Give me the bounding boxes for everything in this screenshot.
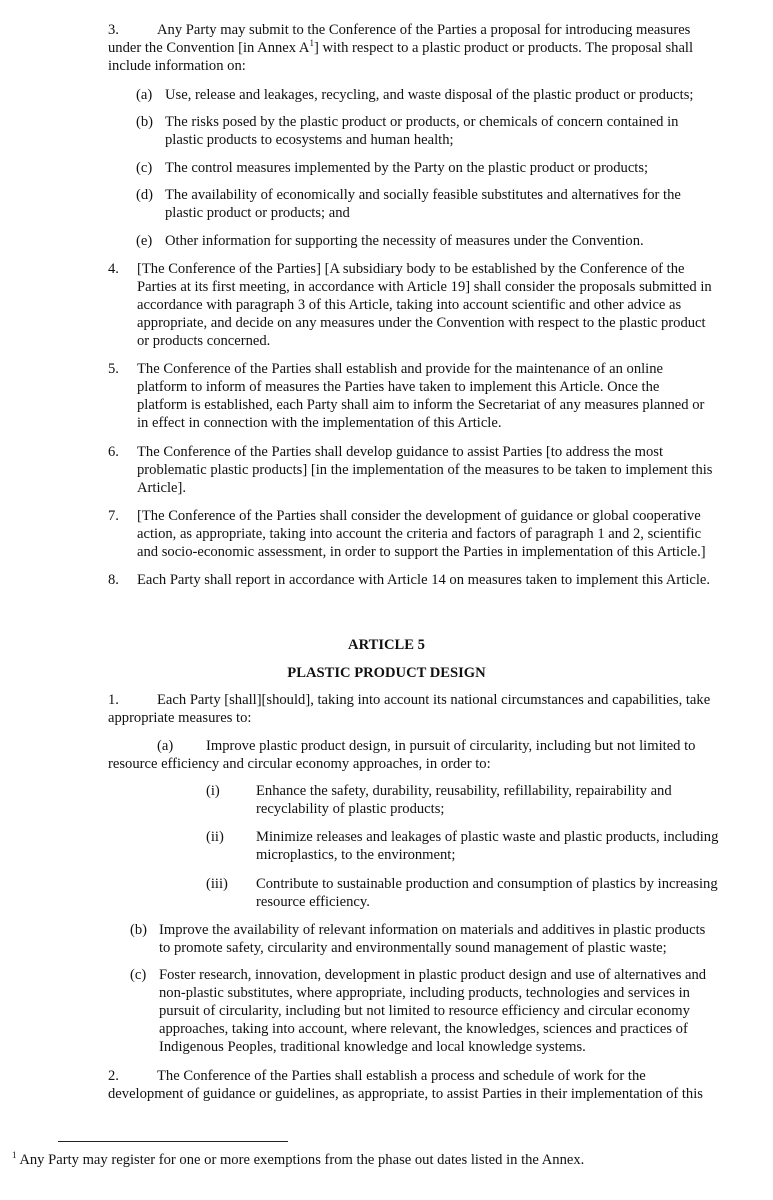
subitem-text: Minimize releases and leakages of plastic waste and plastic products, including microplastics, to the environment;	[256, 829, 719, 863]
paragraph-text: development of guidance or guidelines, as appropriate, to assist Parties in their implementation of this	[108, 1086, 703, 1102]
footnote-separator	[58, 1141, 288, 1142]
subitem-label: (i)	[206, 783, 220, 799]
paragraph-number: 2.	[108, 1068, 119, 1084]
paragraph-text: [The Conference of the Parties] [A subsidiary body to be established by the Conference of the Parties at its first meeting, in accordance with Article 19] shall consider the proposals submitted in accordance with paragraph 3 of this Article, taking into account scientific and other advice as appropriate, and decide on any measures under the Convention with respect to the plastic product or products concerned.	[137, 261, 712, 349]
item-text: Improve plastic product design, in pursuit of circularity, including but not limited to	[206, 738, 696, 754]
paragraph-text: The Conference of the Parties shall establish and provide for the maintenance of an online platform to inform of measures the Parties have taken to implement this Article. Once the platform is established, each Party shall aim to inform the Secretariat of any measures planned or in effect in connection with the implementation of this Article.	[137, 361, 705, 431]
item-label: (a)	[136, 87, 153, 103]
paragraph-text: Any Party may submit to the Conference of the Parties a proposal for introducing measures	[157, 22, 691, 38]
footnote-mark: 1	[12, 1150, 17, 1160]
item-text: The control measures implemented by the Party on the plastic product or products;	[165, 160, 649, 176]
item-text: Foster research, innovation, development in plastic product design and use of alternatives and non-plastic substitutes, where appropriate, including products, technologies and services in pursuit of circularity, including but not limited to resource efficiency and circular economy approaches, taking into account, where relevant, the knowledges, sciences and practices of Indigenous Peoples, traditional knowledge and local knowledge systems.	[159, 967, 707, 1055]
footnote-reference: 1	[309, 38, 314, 48]
item-label: (a)	[157, 738, 174, 754]
item-label: (e)	[136, 233, 153, 249]
item-text: Use, release and leakages, recycling, and waste disposal of the plastic product or products;	[165, 87, 694, 103]
paragraph-number: 1.	[108, 692, 119, 708]
item-text: Other information for supporting the necessity of measures under the Convention.	[165, 233, 644, 249]
paragraph-number: 7.	[108, 508, 119, 524]
item-label: (b)	[130, 922, 148, 938]
paragraph-text: [The Conference of the Parties shall consider the development of guidance or global cooperative action, as appropriate, taking into account the criteria and factors of paragraph 1 and 2, scientific and socio-economic assessment, in order to support the Parties in implementation of this Article.]	[137, 508, 706, 560]
paragraph-number: 5.	[108, 361, 119, 377]
paragraph-text: Each Party [shall][should], taking into account its national circumstances and capabilities, take	[157, 692, 711, 708]
paragraph-number: 3.	[108, 22, 119, 38]
item-text: The availability of economically and socially feasible substitutes and alternatives for the plastic product or products; and	[165, 187, 681, 221]
item-text: Improve the availability of relevant information on materials and additives in plastic products to promote safety, circularity and environmentally sound management of plastic waste;	[159, 922, 706, 956]
item-label: (c)	[130, 967, 147, 983]
paragraph-number: 6.	[108, 444, 119, 460]
item-text: The risks posed by the plastic product or products, or chemicals of concern contained in plastic products to ecosystems and human health;	[165, 114, 679, 148]
paragraph-text: Each Party shall report in accordance with Article 14 on measures taken to implement this Article.	[137, 572, 711, 588]
paragraph-text: The Conference of the Parties shall establish a process and schedule of work for the	[157, 1068, 646, 1084]
paragraph-text: appropriate measures to:	[108, 710, 252, 726]
item-label: (b)	[136, 114, 154, 130]
subitem-text: Enhance the safety, durability, reusability, refillability, repairability and recyclability of plastic products;	[256, 783, 672, 817]
article-heading: ARTICLE 5	[348, 637, 425, 653]
paragraph-text: under the Convention [in Annex $A^1$] with respect to a plastic product or products. The proposal shall	[108, 38, 694, 56]
item-text: resource efficiency and circular economy approaches, in order to:	[108, 756, 491, 772]
footnote	[12, 1151, 772, 1169]
paragraph-text: The Conference of the Parties shall develop guidance to assist Parties [to address the most problematic plastic products] [in the implementation of the measures to be taken to implement this Article].	[137, 444, 713, 496]
article-title: PLASTIC PRODUCT DESIGN	[287, 665, 486, 681]
paragraph-text: include information on:	[108, 58, 246, 74]
paragraph-number: 4.	[108, 261, 119, 277]
subitem-label: (ii)	[206, 829, 224, 845]
item-label: (d)	[136, 187, 154, 203]
footnote-text: Any Party may register for one or more exemptions from the phase out dates listed in the Annex.	[19, 1152, 585, 1168]
item-label: (c)	[136, 160, 153, 176]
subitem-label: (iii)	[206, 876, 228, 892]
paragraph-number: 8.	[108, 572, 119, 588]
subitem-text: Contribute to sustainable production and consumption of plastics by increasing resource efficiency.	[256, 876, 718, 910]
